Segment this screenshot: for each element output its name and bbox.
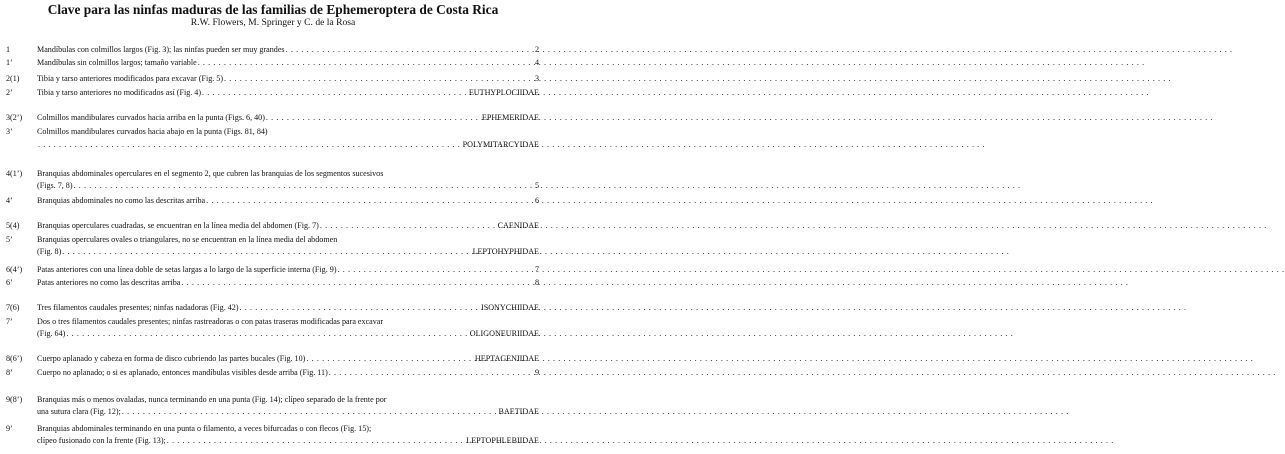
dot-leader — [329, 368, 534, 378]
key-line — [37, 74, 539, 84]
key-line — [37, 317, 539, 327]
couplet-result[interactable]: LEPTOHYPHIDAE — [472, 247, 539, 256]
key-line — [37, 303, 539, 313]
couplet-number: 3’ — [6, 127, 13, 136]
dot-leader — [202, 88, 468, 98]
dot-leader — [62, 247, 471, 257]
key-line — [37, 196, 539, 206]
dot-leader — [266, 113, 481, 123]
dot-leader — [240, 303, 480, 313]
identification-key — [0, 0, 546, 454]
couplet-number: 3(2’) — [6, 113, 23, 122]
couplet-result[interactable]: EPHEMERIDAE — [481, 113, 539, 122]
key-line — [37, 221, 539, 231]
couplet-text-continued: una sutura clara (Fig. 12); — [37, 407, 121, 416]
couplet-result[interactable]: 4 — [534, 58, 539, 67]
couplet-text: Tibia y tarso anteriores no modificados así (Fig. 4) — [37, 88, 202, 97]
couplet-result[interactable]: POLYMITARCYIDAE — [462, 140, 539, 149]
dot-leader — [122, 407, 498, 417]
dot-leader — [224, 74, 534, 84]
couplet-text: Branquias operculares cuadradas, se encuentran en la línea media del abdomen (Fig. 7) — [37, 221, 319, 230]
couplet-result[interactable]: 9 — [534, 368, 539, 377]
key-line — [37, 58, 539, 68]
couplet-number: 5’ — [6, 235, 13, 244]
couplet-text: Patas anteriores con una línea doble de setas largas a lo largo de la superficie interna (Fig. 9) — [37, 265, 337, 274]
dot-leader — [74, 181, 534, 191]
couplet-result[interactable]: EUTHYPLOCIIDAE — [468, 88, 539, 97]
couplet-number: 1’ — [6, 58, 13, 67]
couplet-text: Dos o tres filamentos caudales presentes; ninfas rastreadoras o con patas traseras modificadas para excavar — [37, 317, 384, 326]
dot-leader — [181, 278, 534, 288]
couplet-number: 9(8’) — [6, 395, 23, 404]
couplet-text: Cuerpo no aplanado; o si es aplanado, entonces mandíbulas visibles desde arriba (Fig. 11) — [37, 368, 328, 377]
key-line — [37, 169, 539, 179]
couplet-number: 1 — [6, 45, 11, 54]
dot-leader — [338, 265, 534, 275]
key-line — [37, 113, 539, 123]
key-line-continued — [37, 247, 539, 257]
couplet-number: 7’ — [6, 317, 13, 326]
key-line-continued — [37, 436, 539, 446]
couplet-text-continued: (Fig. 8) — [37, 247, 62, 256]
dot-leader — [38, 140, 462, 150]
couplet-number: 6’ — [6, 278, 13, 287]
couplet-text: Colmillos mandibulares curvados hacia abajo en la punta (Figs. 81, 84) — [37, 127, 268, 136]
key-line-continued — [37, 140, 539, 150]
couplet-result[interactable]: ISONYCHIIDAE — [481, 303, 539, 312]
dot-leader — [306, 354, 474, 364]
couplet-number: 2(1) — [6, 74, 20, 83]
couplet-text: Branquias abdominales operculares en el segmento 2, que cubren las branquias de los segmentos sucesivos — [37, 169, 384, 178]
couplet-text: Mandíbulas sin colmillos largos; tamaño variable — [37, 58, 197, 67]
couplet-text: Branquias abdominales no como las descritas arriba — [37, 196, 206, 205]
couplet-number: 7(6) — [6, 303, 20, 312]
couplet-text: Branquias más o menos ovaladas, nunca terminando en una punta (Fig. 14); clípeo separado de la frente por — [37, 395, 387, 404]
key-line — [37, 424, 539, 434]
key-line-continued — [37, 329, 539, 339]
document-title: Clave para las ninfas maduras de las familias de Ephemeroptera de Costa Rica — [47, 2, 499, 17]
couplet-number: 4(1’) — [6, 169, 23, 178]
dot-leader — [167, 436, 466, 446]
couplet-number: 8’ — [6, 368, 13, 377]
dot-leader — [198, 58, 534, 68]
key-line — [37, 368, 539, 378]
dot-leader — [66, 329, 468, 339]
couplet-text-continued: clípeo fusionado con la frente (Fig. 13); — [37, 436, 166, 445]
couplet-number: 2’ — [6, 88, 13, 97]
key-line — [37, 354, 539, 364]
couplet-number: 6(4’) — [6, 265, 23, 274]
couplet-result[interactable]: BAETIDAE — [498, 407, 539, 416]
couplet-number: 8(6’) — [6, 354, 23, 363]
couplet-result[interactable]: HEPTAGENIIDAE — [474, 354, 539, 363]
couplet-text: Cuerpo aplanado y cabeza en forma de disco cubriendo las partes bucales (Fig. 10) — [37, 354, 306, 363]
couplet-text: Patas anteriores no como las descritas arriba — [37, 278, 181, 287]
dot-leader — [320, 221, 497, 231]
couplet-number: 9’ — [6, 424, 13, 433]
couplet-number: 4’ — [6, 196, 13, 205]
key-line — [37, 235, 539, 245]
couplet-text: Branquias abdominales terminando en una punta o filamento, a veces bifurcadas o con flecos (Fig. 15); — [37, 424, 372, 433]
couplet-result[interactable]: LEPTOPHLEBIIDAE — [466, 436, 539, 445]
key-line — [37, 278, 539, 288]
key-line-continued — [37, 181, 539, 191]
couplet-text: Tres filamentos caudales presentes; ninfas nadadoras (Fig. 42) — [37, 303, 239, 312]
couplet-text-continued: (Figs. 7, 8) — [37, 181, 73, 190]
couplet-result[interactable]: 2 — [534, 45, 539, 54]
couplet-text: Branquias operculares ovales o triangulares, no se encuentran en la línea media del abdomen — [37, 235, 338, 244]
couplet-result[interactable]: 7 — [534, 265, 539, 274]
dot-leader — [206, 196, 534, 206]
key-line — [37, 395, 539, 405]
couplet-text: Tibia y tarso anteriores modificados para excavar (Fig. 5) — [37, 74, 224, 83]
couplet-result[interactable]: OLIGONEURIIDAE — [469, 329, 539, 338]
key-line — [37, 127, 539, 137]
couplet-result[interactable]: 5 — [534, 181, 539, 190]
key-line — [37, 45, 539, 55]
couplet-number: 5(4) — [6, 221, 20, 230]
dot-leader — [286, 45, 534, 55]
couplet-result[interactable]: 3 — [534, 74, 539, 83]
couplet-result[interactable]: 8 — [534, 278, 539, 287]
document-authors: R.W. Flowers, M. Springer y C. de la Rosa — [190, 17, 356, 28]
couplet-result[interactable]: CAENIDAE — [497, 221, 539, 230]
key-line-continued — [37, 407, 539, 417]
couplet-text: Mandíbulas con colmillos largos (Fig. 3); las ninfas pueden ser muy grandes — [37, 45, 285, 54]
key-line — [37, 88, 539, 98]
couplet-text: Colmillos mandibulares curvados hacia arriba en la punta (Figs. 6, 40) — [37, 113, 265, 122]
couplet-text-continued: (Fig. 64) — [37, 329, 66, 338]
couplet-result[interactable]: 6 — [534, 196, 539, 205]
key-line — [37, 265, 539, 275]
